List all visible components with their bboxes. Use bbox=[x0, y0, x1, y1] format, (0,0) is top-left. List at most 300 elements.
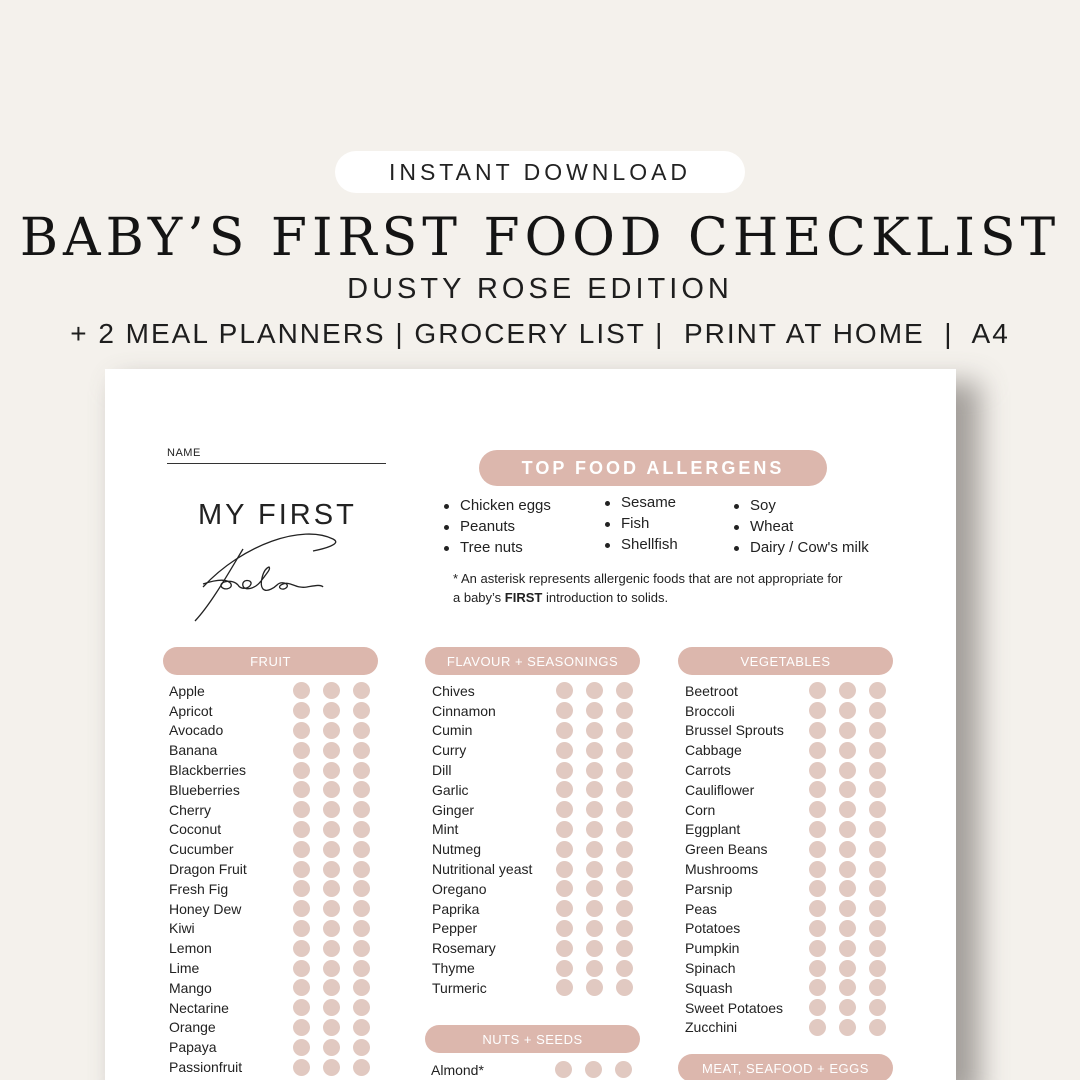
food-row bbox=[432, 938, 646, 958]
food-row bbox=[169, 859, 383, 879]
food-row bbox=[685, 958, 899, 978]
food-name: Squash bbox=[685, 979, 733, 996]
food-name: Cabbage bbox=[685, 742, 742, 759]
fruit-header: FRUIT bbox=[163, 647, 378, 675]
tried-checkbox-circle[interactable] bbox=[556, 900, 573, 917]
tried-checkbox-circle[interactable] bbox=[586, 702, 603, 719]
tried-checkbox-circle[interactable] bbox=[293, 900, 310, 917]
food-row bbox=[169, 919, 383, 939]
tried-checkbox-circle[interactable] bbox=[616, 841, 633, 858]
food-row bbox=[432, 899, 646, 919]
tried-checkbox-circle[interactable] bbox=[616, 979, 633, 996]
tried-checkbox-circle[interactable] bbox=[869, 1019, 886, 1036]
tried-checkbox-circle[interactable] bbox=[323, 821, 340, 838]
tried-checkbox-circle[interactable] bbox=[809, 900, 826, 917]
food-row bbox=[169, 701, 383, 721]
tried-checkbox-circle[interactable] bbox=[323, 1019, 340, 1036]
tried-checkbox-circle[interactable] bbox=[323, 682, 340, 699]
meat-seafood-eggs-header: MEAT, SEAFOOD + EGGS bbox=[678, 1054, 893, 1080]
tried-checkbox-circle[interactable] bbox=[839, 801, 856, 818]
tried-checkbox-circle[interactable] bbox=[839, 861, 856, 878]
tried-checkbox-circle[interactable] bbox=[809, 999, 826, 1016]
fruit-list bbox=[169, 681, 383, 1077]
food-row bbox=[685, 820, 899, 840]
tried-checkbox-circle[interactable] bbox=[869, 781, 886, 798]
tried-checkbox-circle[interactable] bbox=[586, 821, 603, 838]
checklist-sheet bbox=[105, 369, 956, 1080]
tried-checkbox-circle[interactable] bbox=[586, 861, 603, 878]
food-row bbox=[169, 780, 383, 800]
food-name: Green Beans bbox=[685, 841, 768, 858]
food-row bbox=[169, 800, 383, 820]
tried-checkbox-circle[interactable] bbox=[353, 979, 370, 996]
food-name: Cauliflower bbox=[685, 781, 755, 798]
food-name: Parsnip bbox=[685, 880, 733, 897]
tried-checkbox-circle[interactable] bbox=[809, 920, 826, 937]
flavour-seasonings-header: FLAVOUR + SEASONINGS bbox=[425, 647, 640, 675]
tried-checkbox-circle[interactable] bbox=[353, 742, 370, 759]
tried-checkbox-circle[interactable] bbox=[353, 1039, 370, 1056]
tried-checkbox-circle[interactable] bbox=[616, 801, 633, 818]
food-row bbox=[685, 760, 899, 780]
tried-checkbox-circle[interactable] bbox=[353, 880, 370, 897]
food-row bbox=[685, 1018, 899, 1038]
tried-checkbox-circle[interactable] bbox=[323, 841, 340, 858]
food-row bbox=[169, 1037, 383, 1057]
tried-checkbox-circle[interactable] bbox=[293, 880, 310, 897]
tried-checkbox-circle[interactable] bbox=[586, 722, 603, 739]
tried-checkbox-circle[interactable] bbox=[809, 742, 826, 759]
tried-checkbox-circle[interactable] bbox=[353, 1059, 370, 1076]
food-row bbox=[685, 859, 899, 879]
tried-checkbox-circle[interactable] bbox=[839, 880, 856, 897]
tried-checkbox-circle[interactable] bbox=[586, 682, 603, 699]
edition-subtitle: DUSTY ROSE EDITION bbox=[347, 273, 733, 305]
tried-checkbox-circle[interactable] bbox=[839, 702, 856, 719]
tried-checkbox-circle[interactable] bbox=[293, 861, 310, 878]
tried-checkbox-circle[interactable] bbox=[586, 742, 603, 759]
tried-checkbox-circle[interactable] bbox=[293, 1039, 310, 1056]
foods-script-lettering bbox=[183, 529, 373, 629]
tried-checkbox-circle[interactable] bbox=[353, 861, 370, 878]
food-row bbox=[685, 998, 899, 1018]
tried-checkbox-circle[interactable] bbox=[323, 742, 340, 759]
food-name: Spinach bbox=[685, 960, 736, 977]
features-line: + 2 MEAL PLANNERS | GROCERY LIST | PRINT AT HOME | A4 bbox=[70, 318, 1010, 349]
food-name: Eggplant bbox=[685, 821, 741, 838]
tried-checkbox-circle[interactable] bbox=[323, 1039, 340, 1056]
tried-checkbox-circle[interactable] bbox=[556, 861, 573, 878]
tried-checkbox-circle[interactable] bbox=[839, 821, 856, 838]
food-row bbox=[432, 740, 646, 760]
tried-checkbox-circle[interactable] bbox=[323, 762, 340, 779]
food-row bbox=[431, 1060, 645, 1080]
tried-checkbox-circle[interactable] bbox=[839, 900, 856, 917]
tried-checkbox-circle[interactable] bbox=[353, 702, 370, 719]
tried-checkbox-circle[interactable] bbox=[869, 742, 886, 759]
tried-checkbox-circle[interactable] bbox=[353, 960, 370, 977]
tried-checkbox-circle[interactable] bbox=[353, 821, 370, 838]
tried-checkbox-circle[interactable] bbox=[616, 861, 633, 878]
food-name: Curry bbox=[432, 742, 467, 759]
food-name: Chives bbox=[432, 682, 475, 699]
tried-checkbox-circle[interactable] bbox=[869, 920, 886, 937]
tried-checkbox-circle[interactable] bbox=[869, 900, 886, 917]
tried-checkbox-circle[interactable] bbox=[556, 821, 573, 838]
tried-checkbox-circle[interactable] bbox=[293, 821, 310, 838]
tried-checkbox-circle[interactable] bbox=[586, 880, 603, 897]
allergen-list-1 bbox=[441, 495, 551, 558]
food-row bbox=[685, 879, 899, 899]
tried-checkbox-circle[interactable] bbox=[869, 841, 886, 858]
food-row bbox=[685, 800, 899, 820]
food-name: Fresh Fig bbox=[169, 880, 229, 897]
top-food-allergens-header: TOP FOOD ALLERGENS bbox=[479, 450, 827, 486]
tried-checkbox-circle[interactable] bbox=[809, 960, 826, 977]
food-row bbox=[169, 899, 383, 919]
allergen-list-2 bbox=[602, 492, 678, 555]
tried-checkbox-circle[interactable] bbox=[616, 900, 633, 917]
food-name: Rosemary bbox=[432, 940, 496, 957]
food-row bbox=[685, 721, 899, 741]
allergen-item: Tree nuts bbox=[441, 537, 551, 558]
tried-checkbox-circle[interactable] bbox=[869, 940, 886, 957]
tried-checkbox-circle[interactable] bbox=[353, 722, 370, 739]
tried-checkbox-circle[interactable] bbox=[293, 762, 310, 779]
food-name: Nutritional yeast bbox=[432, 861, 533, 878]
food-row bbox=[432, 839, 646, 859]
food-name: Lime bbox=[169, 960, 200, 977]
food-row bbox=[169, 958, 383, 978]
tried-checkbox-circle[interactable] bbox=[323, 702, 340, 719]
food-row bbox=[685, 938, 899, 958]
tried-checkbox-circle[interactable] bbox=[323, 940, 340, 957]
food-row bbox=[169, 879, 383, 899]
nuts-list bbox=[431, 1060, 645, 1080]
food-row bbox=[169, 978, 383, 998]
allergen-item: Fish bbox=[602, 513, 678, 534]
tried-checkbox-circle[interactable] bbox=[353, 781, 370, 798]
food-name: Banana bbox=[169, 742, 218, 759]
tried-checkbox-circle[interactable] bbox=[839, 999, 856, 1016]
food-row bbox=[432, 721, 646, 741]
food-row bbox=[685, 978, 899, 998]
food-name: Mushrooms bbox=[685, 861, 759, 878]
tried-checkbox-circle[interactable] bbox=[323, 960, 340, 977]
food-row bbox=[169, 998, 383, 1018]
tried-checkbox-circle[interactable] bbox=[556, 841, 573, 858]
food-row bbox=[432, 701, 646, 721]
food-row bbox=[169, 938, 383, 958]
tried-checkbox-circle[interactable] bbox=[353, 940, 370, 957]
tried-checkbox-circle[interactable] bbox=[616, 781, 633, 798]
food-row bbox=[169, 839, 383, 859]
food-name: Turmeric bbox=[432, 979, 487, 996]
tried-checkbox-circle[interactable] bbox=[869, 762, 886, 779]
tried-checkbox-circle[interactable] bbox=[839, 920, 856, 937]
food-name: Avocado bbox=[169, 722, 224, 739]
tried-checkbox-circle[interactable] bbox=[556, 682, 573, 699]
tried-checkbox-circle[interactable] bbox=[839, 841, 856, 858]
page-title: BABY’S FIRST FOOD CHECKLIST bbox=[19, 208, 1061, 268]
food-name: Passionfruit bbox=[169, 1059, 243, 1076]
food-name: Kiwi bbox=[169, 920, 195, 937]
food-row bbox=[432, 919, 646, 939]
tried-checkbox-circle[interactable] bbox=[323, 801, 340, 818]
food-name: Cucumber bbox=[169, 841, 234, 858]
tried-checkbox-circle[interactable] bbox=[293, 1019, 310, 1036]
tried-checkbox-circle[interactable] bbox=[293, 722, 310, 739]
food-name: Brussel Sprouts bbox=[685, 722, 784, 739]
allergen-item: Shellfish bbox=[602, 534, 678, 555]
food-name: Broccoli bbox=[685, 702, 735, 719]
tried-checkbox-circle[interactable] bbox=[293, 702, 310, 719]
tried-checkbox-circle[interactable] bbox=[556, 940, 573, 957]
food-name: Oregano bbox=[432, 880, 487, 897]
tried-checkbox-circle[interactable] bbox=[809, 880, 826, 897]
tried-checkbox-circle[interactable] bbox=[556, 781, 573, 798]
food-name: Mango bbox=[169, 979, 212, 996]
tried-checkbox-circle[interactable] bbox=[293, 841, 310, 858]
tried-checkbox-circle[interactable] bbox=[323, 920, 340, 937]
tried-checkbox-circle[interactable] bbox=[556, 979, 573, 996]
food-row bbox=[432, 879, 646, 899]
food-name: Coconut bbox=[169, 821, 222, 838]
tried-checkbox-circle[interactable] bbox=[586, 900, 603, 917]
instant-download-badge: INSTANT DOWNLOAD bbox=[335, 151, 745, 193]
tried-checkbox-circle[interactable] bbox=[615, 1061, 632, 1078]
asterisk-note bbox=[453, 569, 853, 607]
allergen-item: Dairy / Cow's milk bbox=[731, 537, 869, 558]
food-name: Potatoes bbox=[685, 920, 741, 937]
tried-checkbox-circle[interactable] bbox=[586, 841, 603, 858]
tried-checkbox-circle[interactable] bbox=[293, 960, 310, 977]
tried-checkbox-circle[interactable] bbox=[809, 702, 826, 719]
food-row bbox=[169, 721, 383, 741]
tried-checkbox-circle[interactable] bbox=[293, 920, 310, 937]
food-row bbox=[169, 740, 383, 760]
allergen-item: Wheat bbox=[731, 516, 869, 537]
food-row bbox=[685, 839, 899, 859]
tried-checkbox-circle[interactable] bbox=[869, 801, 886, 818]
food-name: Cherry bbox=[169, 801, 212, 818]
tried-checkbox-circle[interactable] bbox=[616, 742, 633, 759]
tried-checkbox-circle[interactable] bbox=[293, 682, 310, 699]
tried-checkbox-circle[interactable] bbox=[809, 682, 826, 699]
allergen-item: Peanuts bbox=[441, 516, 551, 537]
tried-checkbox-circle[interactable] bbox=[869, 960, 886, 977]
vegetables-list bbox=[685, 681, 899, 1037]
tried-checkbox-circle[interactable] bbox=[323, 1059, 340, 1076]
tried-checkbox-circle[interactable] bbox=[809, 762, 826, 779]
note-text: * An asterisk represents allergenic foods that are not appropriate for a baby’s bbox=[453, 571, 843, 605]
tried-checkbox-circle[interactable] bbox=[616, 920, 633, 937]
flavour-list bbox=[432, 681, 646, 998]
food-row bbox=[169, 1057, 383, 1077]
food-row bbox=[685, 701, 899, 721]
tried-checkbox-circle[interactable] bbox=[323, 999, 340, 1016]
food-name: Corn bbox=[685, 801, 716, 818]
tried-checkbox-circle[interactable] bbox=[586, 960, 603, 977]
tried-checkbox-circle[interactable] bbox=[869, 880, 886, 897]
tried-checkbox-circle[interactable] bbox=[323, 861, 340, 878]
food-row bbox=[169, 681, 383, 701]
tried-checkbox-circle[interactable] bbox=[556, 880, 573, 897]
tried-checkbox-circle[interactable] bbox=[809, 781, 826, 798]
tried-checkbox-circle[interactable] bbox=[353, 900, 370, 917]
tried-checkbox-circle[interactable] bbox=[869, 702, 886, 719]
food-name: Orange bbox=[169, 1019, 216, 1036]
tried-checkbox-circle[interactable] bbox=[839, 960, 856, 977]
food-row bbox=[685, 740, 899, 760]
food-name: Dragon Fruit bbox=[169, 861, 247, 878]
tried-checkbox-circle[interactable] bbox=[586, 781, 603, 798]
tried-checkbox-circle[interactable] bbox=[586, 920, 603, 937]
tried-checkbox-circle[interactable] bbox=[839, 722, 856, 739]
note-text: introduction to solids. bbox=[542, 590, 669, 605]
tried-checkbox-circle[interactable] bbox=[556, 762, 573, 779]
name-line bbox=[167, 463, 386, 464]
tried-checkbox-circle[interactable] bbox=[585, 1061, 602, 1078]
tried-checkbox-circle[interactable] bbox=[616, 722, 633, 739]
tried-checkbox-circle[interactable] bbox=[555, 1061, 572, 1078]
food-row bbox=[432, 800, 646, 820]
tried-checkbox-circle[interactable] bbox=[556, 722, 573, 739]
tried-checkbox-circle[interactable] bbox=[616, 762, 633, 779]
tried-checkbox-circle[interactable] bbox=[293, 940, 310, 957]
food-row bbox=[432, 760, 646, 780]
tried-checkbox-circle[interactable] bbox=[323, 722, 340, 739]
tried-checkbox-circle[interactable] bbox=[323, 781, 340, 798]
food-row bbox=[432, 859, 646, 879]
tried-checkbox-circle[interactable] bbox=[809, 821, 826, 838]
tried-checkbox-circle[interactable] bbox=[293, 1059, 310, 1076]
food-row bbox=[432, 958, 646, 978]
tried-checkbox-circle[interactable] bbox=[839, 940, 856, 957]
tried-checkbox-circle[interactable] bbox=[869, 979, 886, 996]
tried-checkbox-circle[interactable] bbox=[869, 722, 886, 739]
food-row bbox=[169, 1018, 383, 1038]
tried-checkbox-circle[interactable] bbox=[809, 841, 826, 858]
tried-checkbox-circle[interactable] bbox=[586, 762, 603, 779]
food-name: Zucchini bbox=[685, 1019, 738, 1036]
food-row bbox=[432, 820, 646, 840]
tried-checkbox-circle[interactable] bbox=[869, 682, 886, 699]
food-row bbox=[685, 899, 899, 919]
tried-checkbox-circle[interactable] bbox=[293, 801, 310, 818]
tried-checkbox-circle[interactable] bbox=[809, 722, 826, 739]
tried-checkbox-circle[interactable] bbox=[616, 702, 633, 719]
tried-checkbox-circle[interactable] bbox=[869, 999, 886, 1016]
tried-checkbox-circle[interactable] bbox=[353, 801, 370, 818]
tried-checkbox-circle[interactable] bbox=[809, 861, 826, 878]
tried-checkbox-circle[interactable] bbox=[323, 979, 340, 996]
tried-checkbox-circle[interactable] bbox=[809, 1019, 826, 1036]
name-label: NAME bbox=[167, 447, 201, 459]
food-name: Lemon bbox=[169, 940, 212, 957]
tried-checkbox-circle[interactable] bbox=[616, 682, 633, 699]
tried-checkbox-circle[interactable] bbox=[616, 940, 633, 957]
tried-checkbox-circle[interactable] bbox=[556, 960, 573, 977]
tried-checkbox-circle[interactable] bbox=[586, 979, 603, 996]
tried-checkbox-circle[interactable] bbox=[839, 742, 856, 759]
tried-checkbox-circle[interactable] bbox=[586, 801, 603, 818]
tried-checkbox-circle[interactable] bbox=[353, 1019, 370, 1036]
tried-checkbox-circle[interactable] bbox=[839, 1019, 856, 1036]
tried-checkbox-circle[interactable] bbox=[353, 762, 370, 779]
tried-checkbox-circle[interactable] bbox=[353, 841, 370, 858]
food-row bbox=[432, 681, 646, 701]
tried-checkbox-circle[interactable] bbox=[556, 702, 573, 719]
tried-checkbox-circle[interactable] bbox=[869, 861, 886, 878]
tried-checkbox-circle[interactable] bbox=[616, 880, 633, 897]
tried-checkbox-circle[interactable] bbox=[556, 742, 573, 759]
tried-checkbox-circle[interactable] bbox=[809, 801, 826, 818]
note-emphasis: FIRST bbox=[504, 590, 543, 605]
food-name: Peas bbox=[685, 900, 717, 917]
food-name: Cinnamon bbox=[432, 702, 496, 719]
tried-checkbox-circle[interactable] bbox=[616, 821, 633, 838]
vegetables-header: VEGETABLES bbox=[678, 647, 893, 675]
tried-checkbox-circle[interactable] bbox=[556, 920, 573, 937]
tried-checkbox-circle[interactable] bbox=[586, 940, 603, 957]
food-row bbox=[169, 820, 383, 840]
food-name: Paprika bbox=[432, 900, 480, 917]
tried-checkbox-circle[interactable] bbox=[293, 742, 310, 759]
tried-checkbox-circle[interactable] bbox=[839, 781, 856, 798]
tried-checkbox-circle[interactable] bbox=[809, 979, 826, 996]
food-name: Dill bbox=[432, 762, 452, 779]
tried-checkbox-circle[interactable] bbox=[839, 682, 856, 699]
food-name: Almond* bbox=[431, 1061, 484, 1078]
food-name: Papaya bbox=[169, 1039, 217, 1056]
tried-checkbox-circle[interactable] bbox=[839, 979, 856, 996]
tried-checkbox-circle[interactable] bbox=[869, 821, 886, 838]
allergen-item: Sesame bbox=[602, 492, 678, 513]
tried-checkbox-circle[interactable] bbox=[556, 801, 573, 818]
tried-checkbox-circle[interactable] bbox=[323, 900, 340, 917]
food-name: Nutmeg bbox=[432, 841, 482, 858]
food-name: Ginger bbox=[432, 801, 475, 818]
food-row bbox=[685, 780, 899, 800]
food-name: Mint bbox=[432, 821, 459, 838]
food-row bbox=[685, 681, 899, 701]
tried-checkbox-circle[interactable] bbox=[323, 880, 340, 897]
food-name: Apricot bbox=[169, 702, 213, 719]
food-name: Cumin bbox=[432, 722, 473, 739]
tried-checkbox-circle[interactable] bbox=[293, 781, 310, 798]
food-name: Nectarine bbox=[169, 999, 229, 1016]
food-name: Blueberries bbox=[169, 781, 240, 798]
tried-checkbox-circle[interactable] bbox=[353, 999, 370, 1016]
allergen-item: Soy bbox=[731, 495, 869, 516]
food-name: Apple bbox=[169, 682, 205, 699]
tried-checkbox-circle[interactable] bbox=[353, 920, 370, 937]
allergen-item: Chicken eggs bbox=[441, 495, 551, 516]
allergen-list-3 bbox=[731, 495, 869, 558]
tried-checkbox-circle[interactable] bbox=[839, 762, 856, 779]
tried-checkbox-circle[interactable] bbox=[809, 940, 826, 957]
food-name: Pepper bbox=[432, 920, 478, 937]
tried-checkbox-circle[interactable] bbox=[293, 979, 310, 996]
food-name: Thyme bbox=[432, 960, 475, 977]
nuts-seeds-header: NUTS + SEEDS bbox=[425, 1025, 640, 1053]
tried-checkbox-circle[interactable] bbox=[293, 999, 310, 1016]
food-row bbox=[169, 760, 383, 780]
food-row bbox=[432, 780, 646, 800]
tried-checkbox-circle[interactable] bbox=[353, 682, 370, 699]
tried-checkbox-circle[interactable] bbox=[616, 960, 633, 977]
